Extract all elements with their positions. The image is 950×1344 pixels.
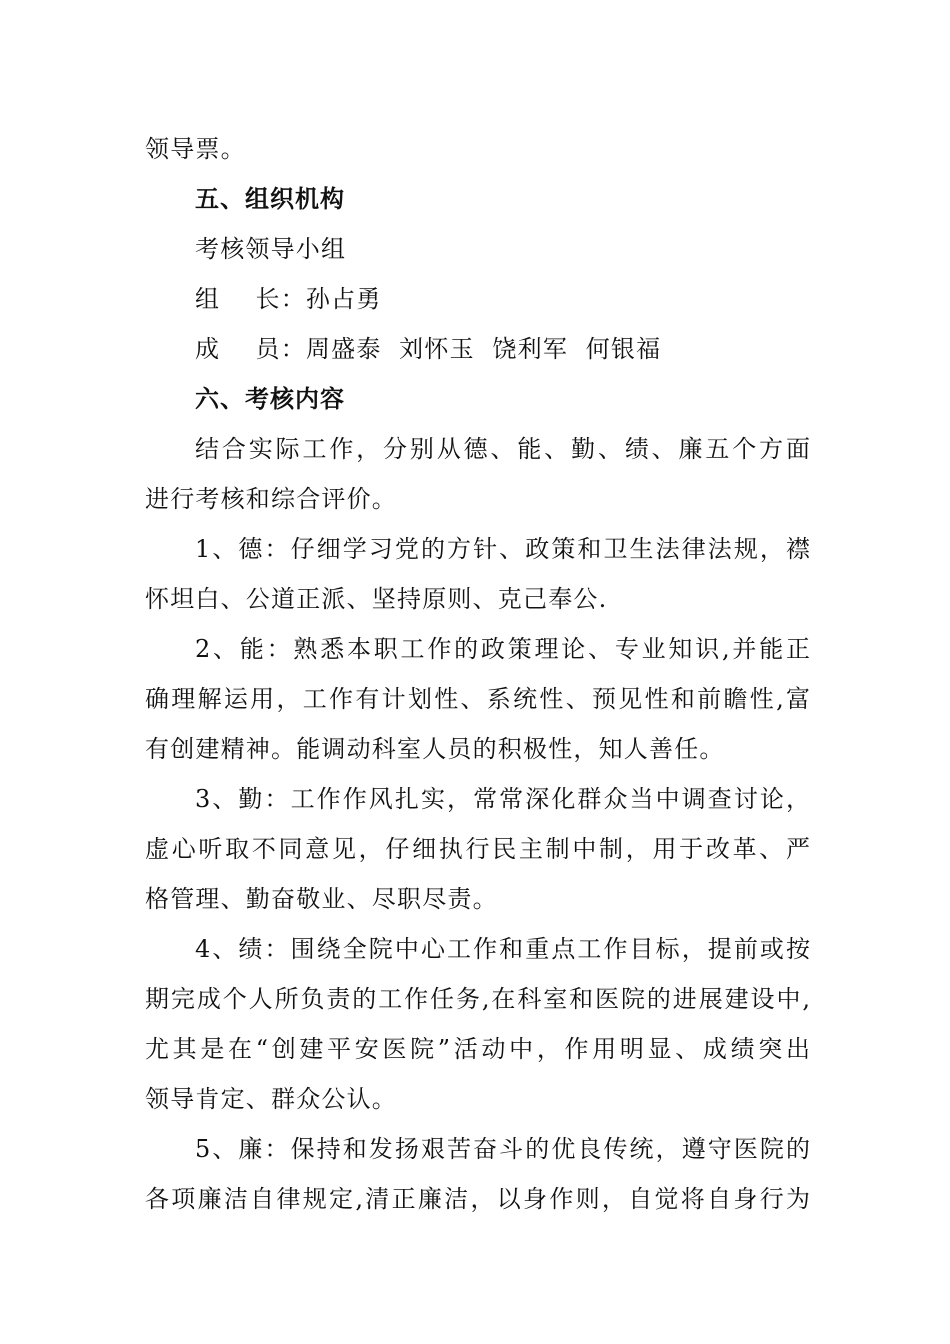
text-line-members: 成 员：周盛泰 刘怀玉 饶利军 何银福 [195, 335, 662, 363]
text-line: 确理解运用，工作有计划性、系统性、预见性和前瞻性,富 [145, 685, 810, 713]
text-line: 领导肯定、群众公认。 [145, 1085, 397, 1113]
text-line: 虚心听取不同意见，仔细执行民主制中制，用于改革、严 [145, 835, 810, 863]
text-line-group-leader: 组 长：孙占勇 [195, 285, 382, 313]
text-line: 怀坦白、公道正派、坚持原则、克己奉公. [145, 585, 608, 613]
text-line: 格管理、勤奋敬业、尽职尽责。 [145, 885, 498, 913]
text-line: 2、能：熟悉本职工作的政策理论、专业知识,并能正 [195, 635, 810, 663]
section-heading-content: 六、考核内容 [195, 385, 345, 413]
text-line: 1、德：仔细学习党的方针、政策和卫生法律法规，襟 [195, 535, 810, 563]
text-line: 4、绩：围绕全院中心工作和重点工作目标，提前或按 [195, 935, 810, 963]
text-line: 考核领导小组 [195, 235, 347, 263]
text-line: 期完成个人所负责的工作任务,在科室和医院的进展建设中, [145, 985, 810, 1013]
text-line: 有创建精神。能调动科室人员的积极性，知人善任。 [145, 735, 725, 763]
text-line: 结合实际工作，分别从德、能、勤、绩、廉五个方面 [195, 435, 810, 463]
text-line: 尤其是在“创建平安医院”活动中，作用明显、成绩突出 [145, 1035, 810, 1063]
section-heading-organization: 五、组织机构 [195, 185, 345, 213]
text-line: 进行考核和综合评价。 [145, 485, 397, 513]
text-line: 领导票。 [145, 135, 246, 163]
text-line: 各项廉洁自律规定,清正廉洁，以身作则，自觉将自身行为 [145, 1185, 810, 1213]
text-line: 5、廉：保持和发扬艰苦奋斗的优良传统，遵守医院的 [195, 1135, 810, 1163]
text-line: 3、勤：工作作风扎实，常常深化群众当中调查讨论， [195, 785, 810, 813]
